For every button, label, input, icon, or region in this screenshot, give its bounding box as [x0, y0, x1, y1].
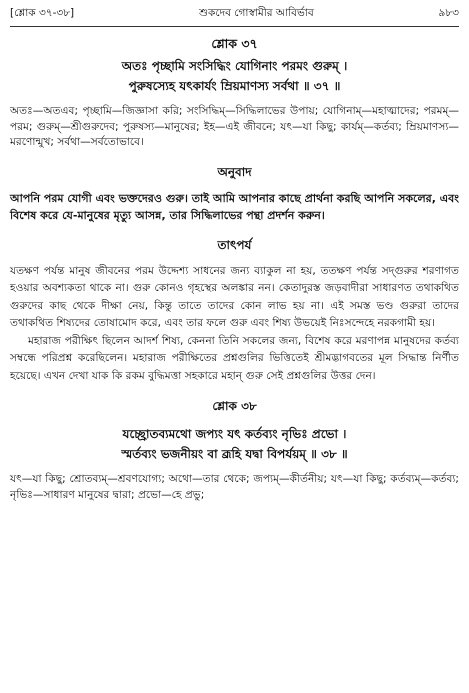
verse-38-heading: শ্লোক ৩৮ — [212, 399, 257, 413]
running-header — [10, 6, 459, 27]
verse-37-synonyms: অতঃ—অতএব; পৃচ্ছামি—জিজ্ঞাসা করি; সংসিদ্ধিম্—সিদ্ধিলাভের উপায়; যোগিনাম্—মহাত্মাদের; পরমম্—পরম; গুরুম্—শ্রীগুরুদেব; পুরুষস্য—মানুষের; ইহ—এই জীবনে; যৎ—যা কিছু; কার্যম্—কর্তব্য; ম্রিয়মাণস্য—মরণোন্মুখ; সর্বথা—সর্বতোভাবে। — [10, 105, 459, 148]
verse-38-line-1: যচ্ছ্রোতব্যমথো জপ্যং যৎ কর্তব্যং নৃভিঃ প্রভো । — [122, 427, 347, 441]
verse-37-heading: শ্লোক ৩৭ — [211, 36, 258, 51]
header-page-number: ৯৮৩ — [438, 7, 459, 19]
verse-38-synonyms: যৎ—যা কিছু; শ্রোতব্যম্—শ্রবণযোগ্য; অথো—তার থেকে; জপ্যম্—কীর্তনীয়; যৎ—যা কিছু; কর্তব্যম্—কর্তব্য; নৃভিঃ—সাধারণ মানুষের দ্বারা; প্রভো—হে প্রভু; — [10, 473, 459, 501]
verse-38-line-2: স্মর্তব্যং ভজনীয়ং বা ব্রূহি যদ্বা বিপর্যয়ম্ ॥ ৩৮ ॥ — [121, 447, 348, 461]
header-chapter-title: শুকদেব গোস্বামীর আবির্ভাব — [198, 7, 314, 19]
purport-paragraph-1: যতক্ষণ পর্যন্ত মানুষ জীবনের পরম উদ্দেশ্য সাধনের জন্য ব্যাকুল না হয়, ততক্ষণ পর্যন্ত সদ্গুরুর শরণাগত হওয়ার অবশ্যকতা থাকে না। গুরু কোনও গৃহস্থের অলঙ্কার নন। কেতাদুরস্ত জড়বাদীরা সাধারণত তথাকথিত গুরুদের কাছ থেকে দীক্ষা নেয়, কিন্তু তাতে তাদের কোন লাভ হয় না। এই সমস্ত ভণ্ড গুরুরা তাদের তথাকথিত শিষ্যদের তোষামোদ করে, এবং তার ফলে গুরু এবং শিষ্য উভয়েই নিঃসন্দেহে নরকগামী হয়। — [10, 264, 459, 329]
translation-text: আপনি পরম যোগী এবং ভক্তদেরও গুরু। তাই আমি আপনার কাছে প্রার্থনা করছি আপনি সকলের, এবং বিশেষ করে যে-মানুষের মৃত্যু আসন্ন, তার সিদ্ধিলাভের পন্থা প্রদর্শন করুন। — [10, 191, 459, 222]
verse-37-line-1: অতঃ পৃচ্ছামি সংসিদ্ধিং যোগিনাং পরমং গুরুম্ । — [121, 59, 348, 73]
purport-paragraph-2: মহারাজ পরীক্ষিৎ ছিলেন আদর্শ শিষ্য, কেননা তিনি সকলের জন্য, বিশেষ করে মরণাপন্ন মানুষদের কর্তব্য সম্বন্ধে পরিপ্রশ্ন করেছিলেন। মহারাজ পরীক্ষিতের প্রশ্নগুলির ভিত্তিতেই শ্রীমদ্ভাগবতের মূল সিদ্ধান্ত নির্ণীত হয়েছে। এখন দেখা যাক কি রকম বুদ্ধিমত্তা সহকারে মহান্ গুরু সেই প্রশ্নগুলির উত্তর দেন। — [10, 334, 459, 382]
verse-37-line-2: পুরুষস্যেহ যৎকার্যং ম্রিয়মাণস্য সর্বথা ॥ ৩৭ ॥ — [128, 79, 341, 93]
purport-heading: তাৎপর্য — [217, 237, 252, 252]
translation-heading: অনুবাদ — [217, 164, 252, 179]
header-verse-range: [শ্লোক ৩৭-৩৮] — [10, 7, 75, 19]
